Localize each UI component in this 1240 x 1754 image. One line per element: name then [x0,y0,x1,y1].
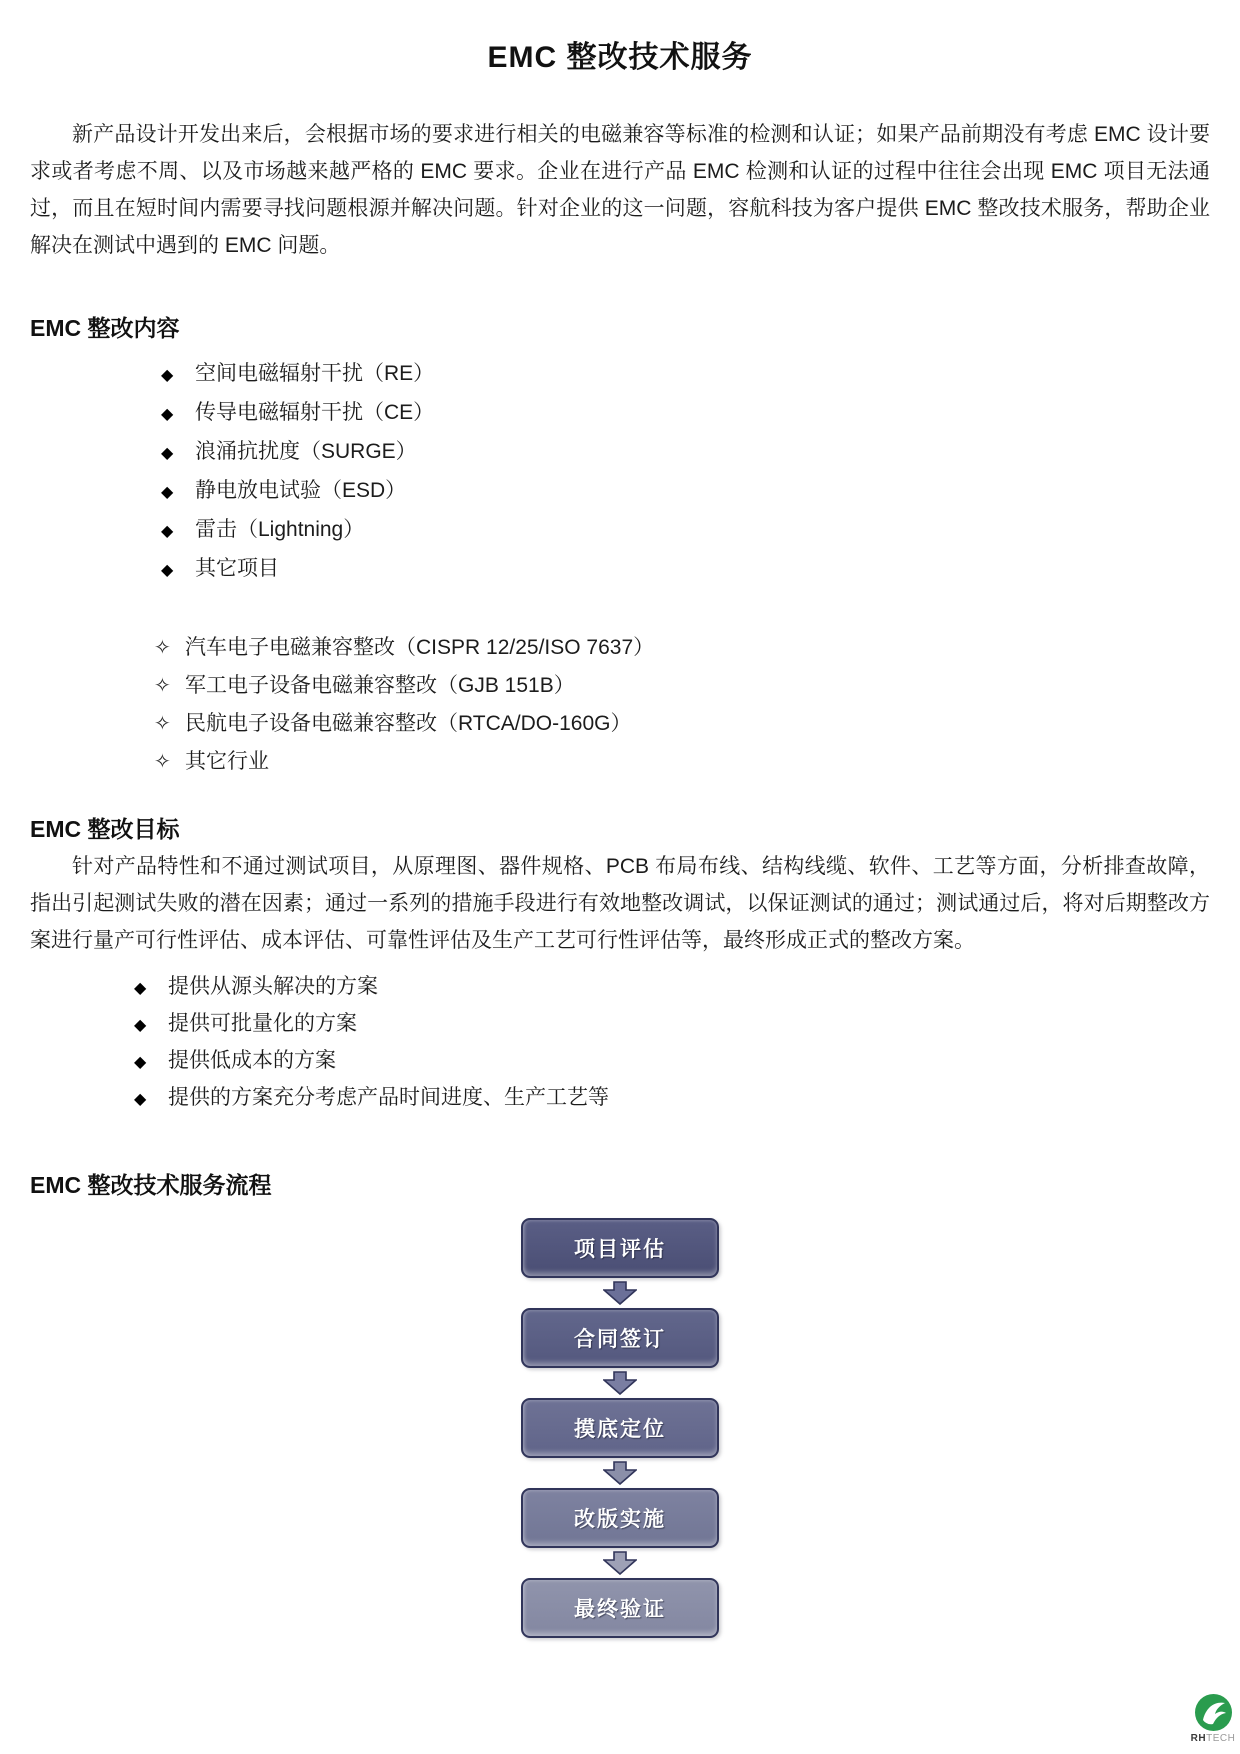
flow-step-label: 摸底定位 [574,1418,666,1441]
page-title: EMC 整改技术服务 [487,41,753,74]
flow-step-label: 改版实施 [574,1508,666,1531]
section-heading-target: EMC 整改目标 [30,816,180,842]
star-bullet-icon: ✧ [154,675,171,697]
list-item [161,394,1210,433]
target-paragraph: 针对产品特性和不通过测试项目，从原理图、器件规格、PCB 布局布线、结构线缆、软件、工艺等方面，分析排查故障，指出引起测试失败的潜在因素；通过一系列的措施手段进行有效地整改调试，以保证测试的通过；测试通过后，将对后期整改方案进行量产可行性评估、成本评估、可靠性评估及生产工艺可行性评估等，最终形成正式的整改方案。 [30,855,1210,952]
target-bullet-list [30,969,1210,1117]
diamond-bullet-icon: ◆ [134,1017,147,1034]
down-arrow-icon [603,1461,637,1485]
list-item-label: 军工电子设备电磁兼容整改（GJB 151B） [185,674,575,697]
list-item [134,1043,1210,1080]
list-item-label: 提供可批量化的方案 [168,1012,357,1035]
diamond-bullet-icon: ◆ [134,1054,147,1071]
flow-step-baseline-positioning [521,1398,719,1458]
list-item-label: 其它行业 [185,750,269,773]
list-item-label: 提供从源头解决的方案 [168,975,378,998]
flow-connector [603,1278,637,1308]
list-item-label: 民航电子设备电磁兼容整改（RTCA/DO-160G） [185,712,632,735]
content-bullet-list [30,355,1210,589]
list-item [161,511,1210,550]
list-item-label: 传导电磁辐射干扰（CE） [195,401,435,424]
down-arrow-icon [603,1281,637,1305]
list-item [134,1006,1210,1043]
flow-step-revision-implementation [521,1488,719,1548]
list-item [154,705,1210,743]
list-item-label: 雷击（Lightning） [195,518,365,541]
list-item [154,667,1210,705]
process-flowchart [30,1218,1210,1638]
list-item-label: 浪涌抗扰度（SURGE） [195,440,417,463]
diamond-bullet-icon: ◆ [161,523,174,540]
list-item [161,550,1210,589]
list-item-label: 其它项目 [195,557,279,580]
flow-connector [603,1458,637,1488]
list-item-label: 汽车电子电磁兼容整改（CISPR 12/25/ISO 7637） [185,636,655,659]
list-item [161,433,1210,472]
flow-step-project-evaluation [521,1218,719,1278]
down-arrow-icon [603,1551,637,1575]
list-item [161,355,1210,394]
list-item-label: 静电放电试验（ESD） [195,479,407,502]
logo-text-primary: RH [1190,1733,1207,1744]
section-heading-content: EMC 整改内容 [30,315,180,341]
list-item [161,472,1210,511]
list-item-label: 空间电磁辐射干扰（RE） [195,362,435,385]
star-bullet-icon: ✧ [154,713,171,735]
intro-paragraph: 新产品设计开发出来后，会根据市场的要求进行相关的电磁兼容等标准的检测和认证；如果产品前期没有考虑 EMC 设计要求或者考虑不周、以及市场越来越严格的 EMC 要求。企业在进行产品 EMC 检测和认证的过程中往往会出现 EMC 项目无法通过，而且在短时间内需要寻找问题根源并解决问题。针对企业的这一问题，容航科技为客户提供 EMC 整改技术服务，帮助企业解决在测试中遇到的 EMC 问题。 [30,123,1210,257]
list-item [154,629,1210,667]
star-bullet-icon: ✧ [154,637,171,659]
list-item-label: 提供低成本的方案 [168,1049,336,1072]
diamond-bullet-icon: ◆ [161,367,174,384]
flow-step-label: 项目评估 [574,1238,666,1261]
star-bullet-icon: ✧ [154,751,171,773]
flow-connector [603,1548,637,1578]
rhtech-logo-icon [1195,1694,1232,1731]
diamond-bullet-icon: ◆ [134,980,147,997]
logo-text [1190,1733,1236,1744]
flow-step-label: 最终验证 [574,1598,666,1621]
flow-step-contract-signing [521,1308,719,1368]
flow-connector [603,1368,637,1398]
flow-step-final-verification [521,1578,719,1638]
diamond-bullet-icon: ◆ [161,445,174,462]
list-item-label: 提供的方案充分考虑产品时间进度、生产工艺等 [168,1086,609,1109]
list-item [154,743,1210,781]
logo-text-secondary: TECH [1206,1733,1236,1744]
diamond-bullet-icon: ◆ [134,1091,147,1108]
list-item [134,969,1210,1006]
diamond-bullet-icon: ◆ [161,406,174,423]
rhtech-logo [1190,1694,1236,1744]
section-heading-process: EMC 整改技术服务流程 [30,1172,272,1198]
flow-step-label: 合同签订 [574,1328,666,1351]
diamond-bullet-icon: ◆ [161,484,174,501]
industry-bullet-list [30,629,1210,781]
down-arrow-icon [603,1371,637,1395]
list-item [134,1080,1210,1117]
diamond-bullet-icon: ◆ [161,562,174,579]
